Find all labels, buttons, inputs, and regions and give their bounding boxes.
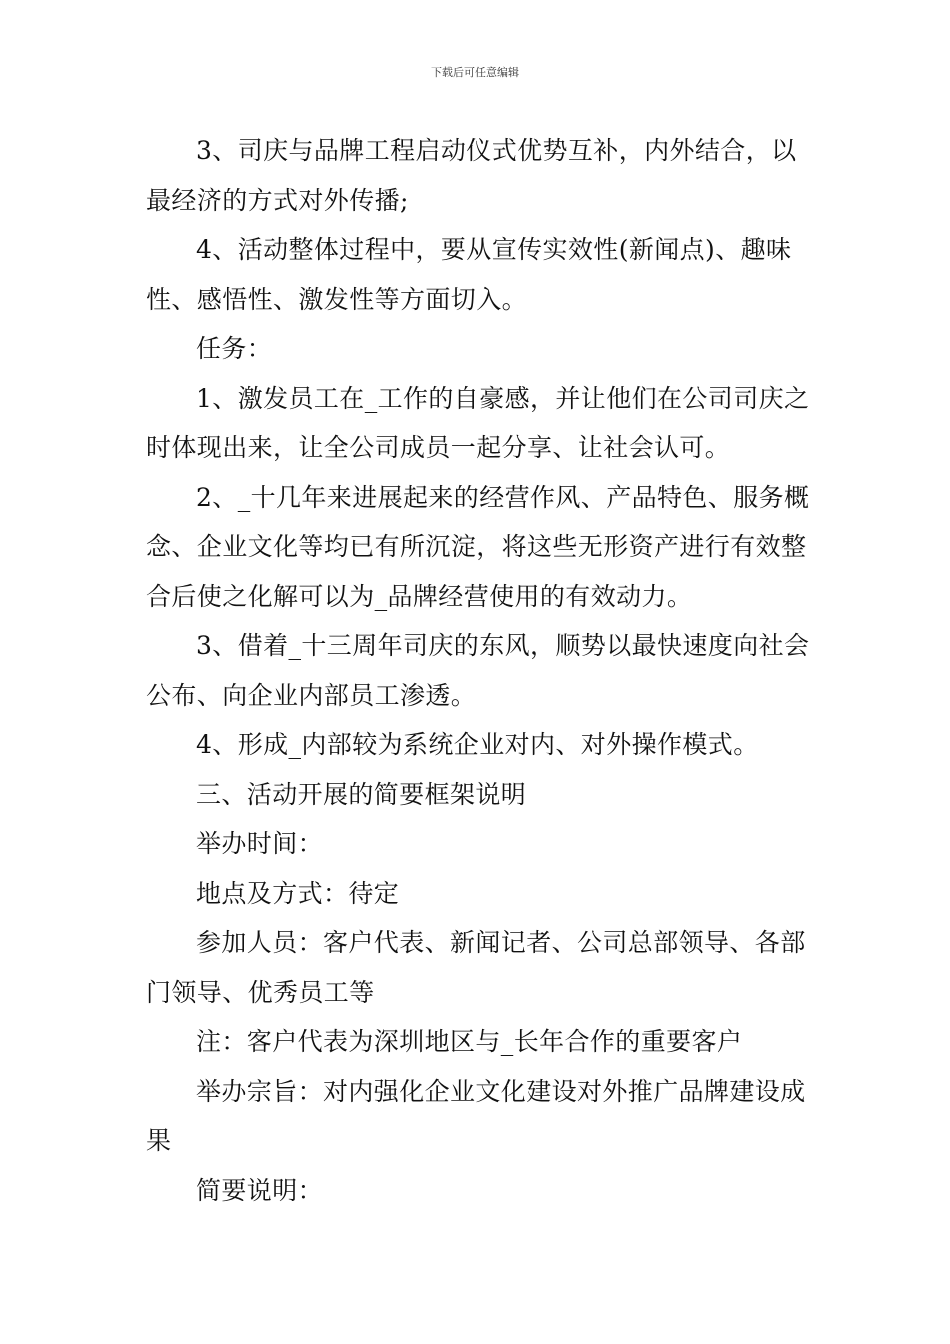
- paragraph-task-4: 4、形成_内部较为系统企业对内、对外操作模式。: [196, 730, 759, 759]
- paragraph-purpose: 举办宗旨：对内强化企业文化建设对外推广品牌建设成果: [146, 1076, 806, 1155]
- paragraph-tasks-heading: 任务：: [196, 334, 273, 363]
- paragraph-note: 注：客户代表为深圳地区与_长年合作的重要客户: [196, 1027, 743, 1056]
- paragraph-task-3: 3、借着_十三周年司庆的东风，顺势以最快速度向社会公布、向企业内部员工渗透。: [146, 631, 810, 710]
- paragraph-benefit-4: 4、活动整体过程中，要从宣传实效性(新闻点)、趣味性、感悟性、激发性等方面切入。: [146, 235, 792, 314]
- paragraph-participants: 参加人员：客户代表、新闻记者、公司总部领导、各部门领导、优秀员工等: [146, 928, 806, 1007]
- paragraph-benefit-3: 3、司庆与品牌工程启动仪式优势互补，内外结合，以最经济的方式对外传播;: [146, 136, 797, 215]
- page-header: 下载后可任意编辑: [431, 66, 519, 79]
- paragraph-brief: 简要说明：: [196, 1175, 324, 1205]
- paragraph-location: 地点及方式：待定: [196, 878, 400, 908]
- paragraph-task-1: 1、激发员工在_工作的自豪感，并让他们在公司司庆之时体现出来，让全公司成员一起分享、让社会认可。: [146, 383, 810, 462]
- paragraph-time: 举办时间：: [196, 829, 324, 858]
- paragraph-task-2: 2、_十几年来进展起来的经营作风、产品特色、服务概念、企业文化等均已有所沉淀，将这些无形资产进行有效整合后使之化解可以为_品牌经营使用的有效动力。: [146, 482, 810, 611]
- section-heading-framework: 三、活动开展的简要框架说明: [196, 779, 527, 809]
- document-body: [146, 126, 810, 1215]
